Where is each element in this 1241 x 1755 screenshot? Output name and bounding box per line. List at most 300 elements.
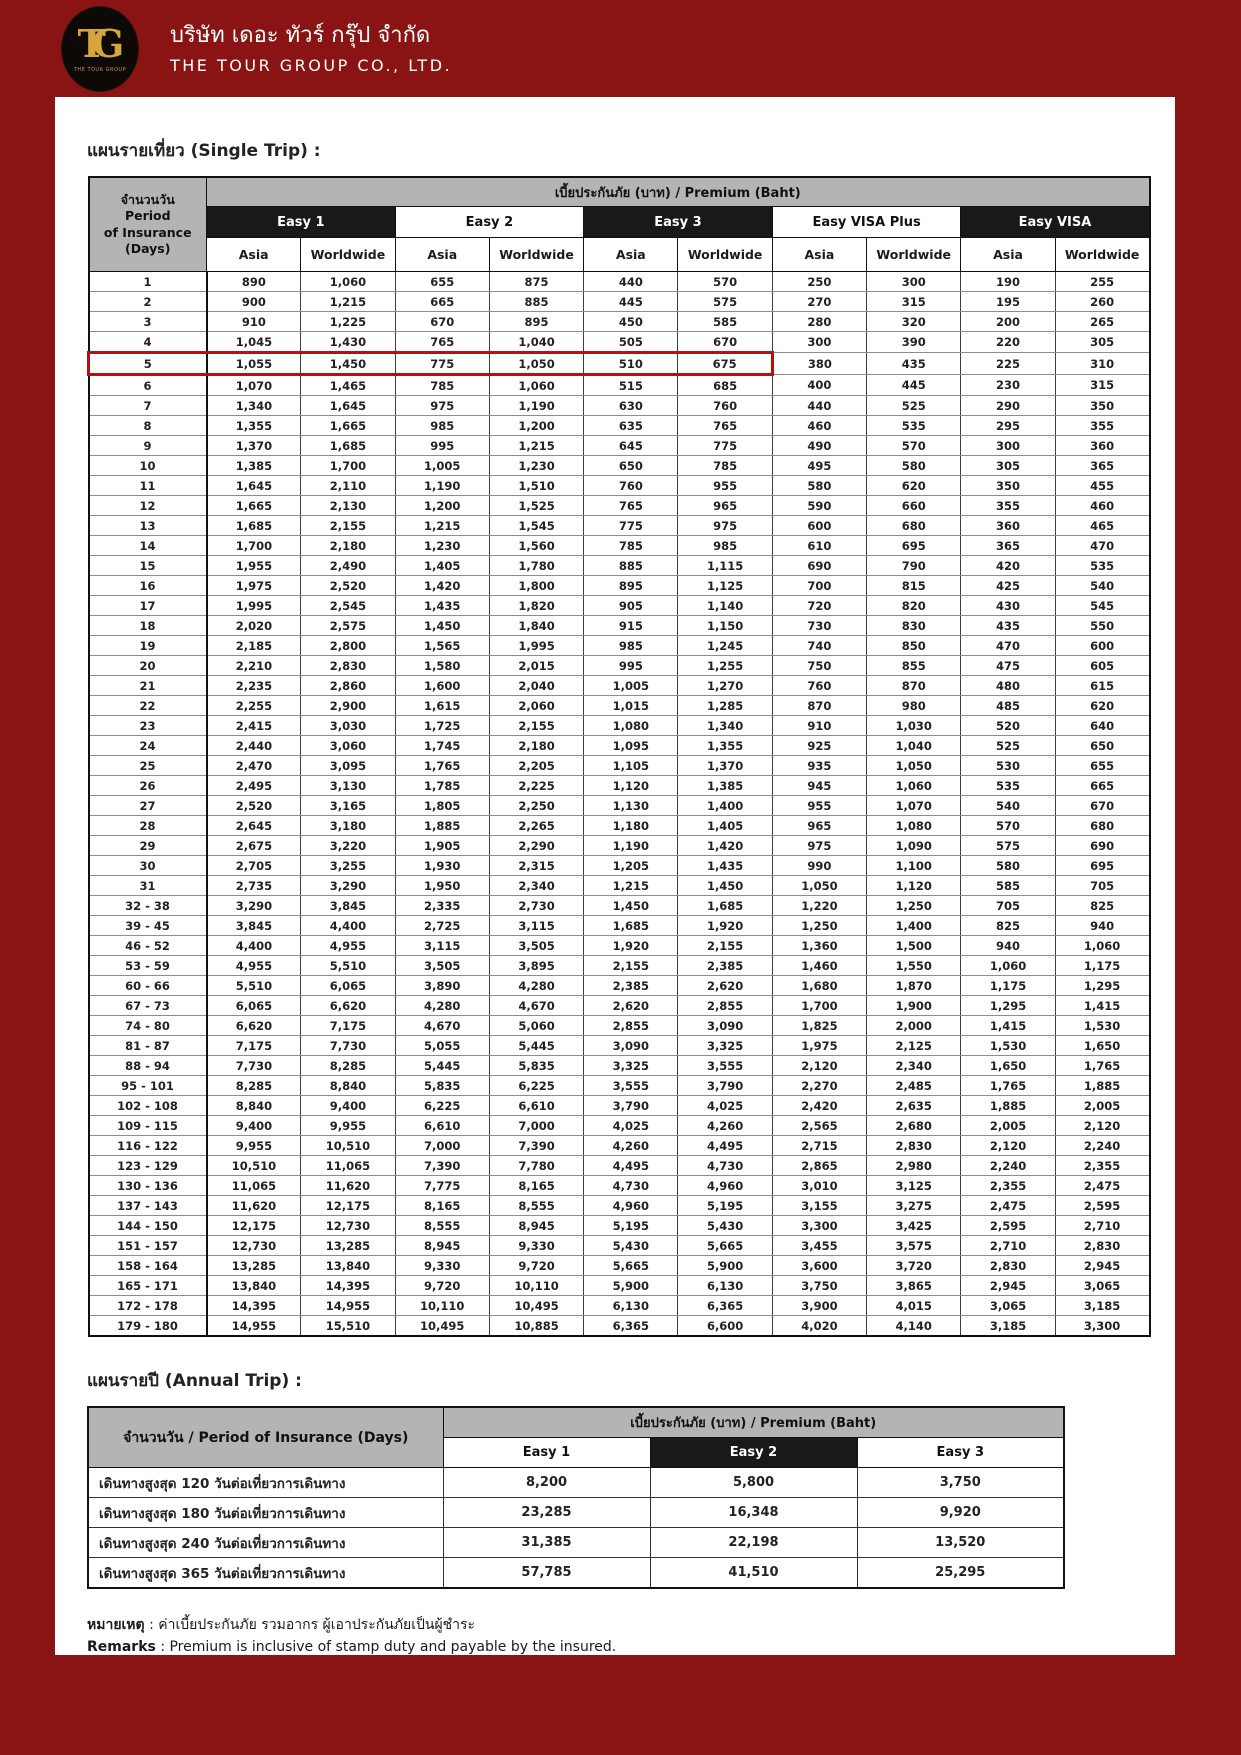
premium-cell: 8,840 (207, 1096, 301, 1116)
premium-cell: 2,860 (301, 676, 395, 696)
premium-cell: 850 (867, 636, 961, 656)
table-row (89, 856, 1150, 876)
day-cell: 53 - 59 (89, 956, 207, 976)
premium-cell: 885 (489, 292, 583, 312)
day-cell: 130 - 136 (89, 1176, 207, 1196)
region-header: Asia (772, 238, 866, 272)
premium-cell: 9,720 (395, 1276, 489, 1296)
premium-cell: 8,555 (395, 1216, 489, 1236)
premium-cell: 470 (1055, 536, 1149, 556)
day-cell: 12 (89, 496, 207, 516)
premium-cell: 3,845 (207, 916, 301, 936)
premium-cell: 9,400 (207, 1116, 301, 1136)
premium-cell: 230 (961, 375, 1055, 396)
premium-cell: 1,460 (772, 956, 866, 976)
day-cell: 109 - 115 (89, 1116, 207, 1136)
premium-cell: 8,840 (301, 1076, 395, 1096)
annual-premium-cell: 57,785 (443, 1558, 650, 1589)
premium-cell: 505 (584, 332, 678, 353)
region-header: Asia (584, 238, 678, 272)
premium-cell: 6,130 (678, 1276, 772, 1296)
region-header: Worldwide (678, 238, 772, 272)
premium-cell: 1,245 (678, 636, 772, 656)
premium-cell: 890 (207, 272, 301, 292)
premium-cell: 1,870 (867, 976, 961, 996)
logo-monogram-icon: TG (77, 20, 111, 66)
premium-cell: 1,215 (584, 876, 678, 896)
region-header: Asia (395, 238, 489, 272)
premium-cell: 2,000 (867, 1016, 961, 1036)
region-header: Asia (207, 238, 301, 272)
premium-cell: 940 (961, 936, 1055, 956)
premium-cell: 600 (772, 516, 866, 536)
premium-cell: 675 (678, 353, 772, 375)
premium-cell: 5,195 (584, 1216, 678, 1236)
premium-cell: 1,080 (584, 716, 678, 736)
premium-cell: 665 (1055, 776, 1149, 796)
premium-cell: 6,065 (207, 996, 301, 1016)
premium-cell: 1,580 (395, 656, 489, 676)
annual-trip-section-title: แผนรายปี (Annual Trip) : (87, 1371, 302, 1391)
period-cell: เดินทางสูงสุด 120 วันต่อเที่ยวการเดินทาง (88, 1468, 443, 1498)
table-row (89, 312, 1150, 332)
premium-cell: 8,165 (395, 1196, 489, 1216)
premium-cell: 1,685 (207, 516, 301, 536)
remarks-text-thai: : ค่าเบี้ยประกันภัย รวมอากร ผู้เอาประกันภัยเป็นผู้ชำระ (149, 1617, 476, 1633)
premium-cell: 1,565 (395, 636, 489, 656)
premium-cell: 1,415 (1055, 996, 1149, 1016)
premium-cell: 1,120 (584, 776, 678, 796)
table-row (89, 1236, 1150, 1256)
premium-cell: 440 (584, 272, 678, 292)
day-cell: 26 (89, 776, 207, 796)
premium-cell: 995 (395, 436, 489, 456)
premium-cell: 1,685 (301, 436, 395, 456)
premium-cell: 945 (772, 776, 866, 796)
remarks-english (87, 1637, 1175, 1659)
premium-cell: 445 (584, 292, 678, 312)
premium-cell: 1,255 (678, 656, 772, 676)
premium-cell: 995 (584, 656, 678, 676)
annual-premium-cell: 16,348 (650, 1498, 857, 1528)
premium-cell: 2,830 (961, 1256, 1055, 1276)
table-row (89, 776, 1150, 796)
premium-cell: 870 (772, 696, 866, 716)
premium-cell: 2,120 (772, 1056, 866, 1076)
premium-cell: 300 (961, 436, 1055, 456)
table-row (88, 1498, 1064, 1528)
premium-cell: 1,955 (207, 556, 301, 576)
premium-cell: 1,435 (678, 856, 772, 876)
day-cell: 27 (89, 796, 207, 816)
premium-cell: 265 (1055, 312, 1149, 332)
premium-cell: 4,280 (489, 976, 583, 996)
premium-cell: 1,250 (867, 896, 961, 916)
premium-cell: 2,710 (961, 1236, 1055, 1256)
premium-cell: 2,120 (1055, 1116, 1149, 1136)
premium-cell: 2,635 (867, 1096, 961, 1116)
premium-cell: 655 (1055, 756, 1149, 776)
premium-cell: 3,455 (772, 1236, 866, 1256)
premium-cell: 585 (961, 876, 1055, 896)
premium-cell: 985 (678, 536, 772, 556)
premium-cell: 7,730 (301, 1036, 395, 1056)
premium-cell: 2,005 (1055, 1096, 1149, 1116)
premium-cell: 630 (584, 396, 678, 416)
table-row (89, 1076, 1150, 1096)
premium-cell: 815 (867, 576, 961, 596)
premium-cell: 3,845 (301, 896, 395, 916)
premium-cell: 1,385 (207, 456, 301, 476)
premium-cell: 2,440 (207, 736, 301, 756)
premium-cell: 2,865 (772, 1156, 866, 1176)
premium-cell: 310 (1055, 353, 1149, 375)
day-cell: 172 - 178 (89, 1296, 207, 1316)
premium-cell: 4,670 (395, 1016, 489, 1036)
premium-cell: 5,060 (489, 1016, 583, 1036)
premium-cell: 2,520 (207, 796, 301, 816)
premium-cell: 1,530 (961, 1036, 1055, 1056)
premium-cell: 1,270 (678, 676, 772, 696)
premium-cell: 255 (1055, 272, 1149, 292)
premium-cell: 1,005 (395, 456, 489, 476)
premium-cell: 365 (961, 536, 1055, 556)
premium-cell: 1,190 (584, 836, 678, 856)
premium-cell: 650 (1055, 736, 1149, 756)
premium-cell: 6,365 (584, 1316, 678, 1337)
table-row (89, 1176, 1150, 1196)
table-row (89, 332, 1150, 353)
premium-cell: 2,620 (678, 976, 772, 996)
premium-cell: 2,855 (584, 1016, 678, 1036)
premium-cell: 4,025 (584, 1116, 678, 1136)
premium-cell: 670 (678, 332, 772, 353)
premium-cell: 730 (772, 616, 866, 636)
premium-cell: 1,230 (395, 536, 489, 556)
premium-cell: 530 (961, 756, 1055, 776)
premium-cell: 2,385 (678, 956, 772, 976)
premium-cell: 320 (867, 312, 961, 332)
table-row (89, 756, 1150, 776)
premium-cell: 2,015 (489, 656, 583, 676)
premium-cell: 7,000 (395, 1136, 489, 1156)
table-row (89, 536, 1150, 556)
premium-cell: 665 (395, 292, 489, 312)
premium-cell: 9,400 (301, 1096, 395, 1116)
premium-cell: 965 (678, 496, 772, 516)
premium-cell: 1,920 (678, 916, 772, 936)
premium-cell: 2,155 (584, 956, 678, 976)
annual-premium-cell: 3,750 (857, 1468, 1064, 1498)
day-cell: 2 (89, 292, 207, 312)
premium-cell: 2,415 (207, 716, 301, 736)
premium-cell: 435 (961, 616, 1055, 636)
premium-cell: 1,200 (489, 416, 583, 436)
day-cell: 10 (89, 456, 207, 476)
premium-cell: 1,765 (395, 756, 489, 776)
premium-cell: 5,665 (678, 1236, 772, 1256)
table-row (89, 736, 1150, 756)
premium-cell: 905 (584, 596, 678, 616)
premium-cell: 7,175 (301, 1016, 395, 1036)
premium-cell: 3,165 (301, 796, 395, 816)
table-row (89, 396, 1150, 416)
premium-cell: 3,900 (772, 1296, 866, 1316)
annual-premium-cell: 5,800 (650, 1468, 857, 1498)
region-header: Worldwide (867, 238, 961, 272)
premium-cell: 1,250 (772, 916, 866, 936)
premium-cell: 540 (961, 796, 1055, 816)
day-cell: 81 - 87 (89, 1036, 207, 1056)
premium-cell: 5,195 (678, 1196, 772, 1216)
premium-cell: 600 (1055, 636, 1149, 656)
premium-cell: 2,355 (1055, 1156, 1149, 1176)
premium-cell: 2,210 (207, 656, 301, 676)
premium-cell: 350 (1055, 396, 1149, 416)
annual-plan-header: Easy 1 (443, 1438, 650, 1468)
premium-cell: 610 (772, 536, 866, 556)
premium-cell: 7,175 (207, 1036, 301, 1056)
premium-cell: 2,680 (867, 1116, 961, 1136)
premium-cell: 1,225 (301, 312, 395, 332)
premium-cell: 3,300 (1055, 1316, 1149, 1337)
premium-cell: 2,335 (395, 896, 489, 916)
premium-cell: 290 (961, 396, 1055, 416)
premium-cell: 2,735 (207, 876, 301, 896)
plan-header: Easy 3 (584, 207, 773, 238)
premium-cell: 1,060 (489, 375, 583, 396)
premium-cell: 1,370 (207, 436, 301, 456)
premium-cell: 2,830 (867, 1136, 961, 1156)
annual-plan-header: Easy 3 (857, 1438, 1064, 1468)
premium-cell: 220 (961, 332, 1055, 353)
premium-cell: 460 (772, 416, 866, 436)
premium-cell: 3,255 (301, 856, 395, 876)
premium-cell: 2,255 (207, 696, 301, 716)
premium-cell: 2,420 (772, 1096, 866, 1116)
premium-cell: 825 (1055, 896, 1149, 916)
premium-header: เบี้ยประกันภัย (บาท) / Premium (Baht) (207, 177, 1150, 207)
premium-cell: 985 (584, 636, 678, 656)
premium-cell: 1,070 (207, 375, 301, 396)
premium-cell: 570 (961, 816, 1055, 836)
premium-cell: 11,620 (207, 1196, 301, 1216)
premium-cell: 1,200 (395, 496, 489, 516)
premium-cell: 1,780 (489, 556, 583, 576)
premium-cell: 2,110 (301, 476, 395, 496)
premium-cell: 975 (772, 836, 866, 856)
table-row (89, 1316, 1150, 1337)
premium-cell: 1,725 (395, 716, 489, 736)
premium-cell: 1,700 (772, 996, 866, 1016)
premium-cell: 1,685 (678, 896, 772, 916)
table-row (89, 436, 1150, 456)
premium-cell: 3,185 (961, 1316, 1055, 1337)
premium-cell: 4,730 (678, 1156, 772, 1176)
premium-cell: 190 (961, 272, 1055, 292)
premium-cell: 360 (961, 516, 1055, 536)
premium-cell: 1,060 (1055, 936, 1149, 956)
premium-cell: 1,190 (489, 396, 583, 416)
premium-cell: 6,610 (395, 1116, 489, 1136)
premium-cell: 3,325 (584, 1056, 678, 1076)
premium-cell: 1,400 (867, 916, 961, 936)
premium-cell: 14,395 (207, 1296, 301, 1316)
premium-cell: 1,435 (395, 596, 489, 616)
premium-cell: 11,065 (207, 1176, 301, 1196)
premium-cell: 1,450 (395, 616, 489, 636)
premium-cell: 1,820 (489, 596, 583, 616)
table-row (89, 1016, 1150, 1036)
annual-premium-cell: 9,920 (857, 1498, 1064, 1528)
premium-cell: 350 (961, 476, 1055, 496)
table-row (89, 816, 1150, 836)
premium-cell: 1,805 (395, 796, 489, 816)
table-row (89, 676, 1150, 696)
premium-cell: 250 (772, 272, 866, 292)
premium-cell: 775 (678, 436, 772, 456)
day-header-line: Period (124, 208, 171, 224)
day-cell: 13 (89, 516, 207, 536)
premium-cell: 1,560 (489, 536, 583, 556)
region-header: Worldwide (301, 238, 395, 272)
premium-cell: 2,355 (961, 1176, 1055, 1196)
premium-cell: 4,025 (678, 1096, 772, 1116)
premium-cell: 2,250 (489, 796, 583, 816)
premium-cell: 2,485 (867, 1076, 961, 1096)
premium-cell: 1,175 (1055, 956, 1149, 976)
premium-cell: 1,430 (301, 332, 395, 353)
premium-cell: 360 (1055, 436, 1149, 456)
premium-cell: 605 (1055, 656, 1149, 676)
premium-cell: 1,120 (867, 876, 961, 896)
premium-cell: 2,005 (961, 1116, 1055, 1136)
premium-cell: 2,180 (489, 736, 583, 756)
table-row (89, 456, 1150, 476)
table-row (89, 375, 1150, 396)
premium-cell: 910 (207, 312, 301, 332)
premium-cell: 400 (772, 375, 866, 396)
table-row (89, 516, 1150, 536)
premium-cell: 2,595 (961, 1216, 1055, 1236)
table-row (89, 1196, 1150, 1216)
premium-cell: 1,100 (867, 856, 961, 876)
premium-cell: 975 (678, 516, 772, 536)
annual-premium-cell: 22,198 (650, 1528, 857, 1558)
premium-cell: 1,885 (395, 816, 489, 836)
premium-cell: 790 (867, 556, 961, 576)
premium-cell: 520 (961, 716, 1055, 736)
premium-cell: 270 (772, 292, 866, 312)
premium-cell: 785 (584, 536, 678, 556)
period-cell: เดินทางสูงสุด 240 วันต่อเที่ยวการเดินทาง (88, 1528, 443, 1558)
premium-cell: 7,390 (395, 1156, 489, 1176)
premium-cell: 1,050 (489, 353, 583, 375)
premium-cell: 2,130 (301, 496, 395, 516)
premium-cell: 775 (395, 353, 489, 375)
day-cell: 28 (89, 816, 207, 836)
premium-cell: 3,600 (772, 1256, 866, 1276)
premium-cell: 1,665 (207, 496, 301, 516)
annual-premium-cell: 41,510 (650, 1558, 857, 1589)
premium-cell: 3,505 (395, 956, 489, 976)
premium-cell: 2,180 (301, 536, 395, 556)
premium-cell: 2,475 (1055, 1176, 1149, 1196)
premium-cell: 7,000 (489, 1116, 583, 1136)
premium-cell: 820 (867, 596, 961, 616)
premium-cell: 2,575 (301, 616, 395, 636)
premium-cell: 195 (961, 292, 1055, 312)
premium-cell: 2,705 (207, 856, 301, 876)
premium-cell: 305 (1055, 332, 1149, 353)
premium-cell: 6,600 (678, 1316, 772, 1337)
premium-cell: 2,715 (772, 1136, 866, 1156)
annual-premium-cell: 23,285 (443, 1498, 650, 1528)
premium-cell: 1,030 (867, 716, 961, 736)
premium-cell: 10,510 (207, 1156, 301, 1176)
table-row (89, 1096, 1150, 1116)
premium-cell: 295 (961, 416, 1055, 436)
premium-cell: 655 (395, 272, 489, 292)
remarks-label-english: Remarks (87, 1638, 156, 1655)
premium-cell: 775 (584, 516, 678, 536)
premium-cell: 3,180 (301, 816, 395, 836)
premium-cell: 955 (678, 476, 772, 496)
table-row (89, 896, 1150, 916)
premium-cell: 8,165 (489, 1176, 583, 1196)
premium-cell: 1,095 (584, 736, 678, 756)
premium-cell: 470 (961, 636, 1055, 656)
table-row (89, 353, 1150, 375)
table-row (89, 976, 1150, 996)
premium-cell: 9,330 (395, 1256, 489, 1276)
premium-cell: 14,395 (301, 1276, 395, 1296)
premium-cell: 1,215 (489, 436, 583, 456)
day-cell: 46 - 52 (89, 936, 207, 956)
premium-cell: 1,125 (678, 576, 772, 596)
table-row (89, 796, 1150, 816)
premium-cell: 1,545 (489, 516, 583, 536)
premium-cell: 1,450 (678, 876, 772, 896)
premium-cell: 6,620 (301, 996, 395, 1016)
premium-cell: 1,500 (867, 936, 961, 956)
premium-cell: 4,020 (772, 1316, 866, 1337)
premium-cell: 4,670 (489, 996, 583, 1016)
premium-cell: 1,765 (961, 1076, 1055, 1096)
premium-cell: 1,530 (1055, 1016, 1149, 1036)
premium-cell: 1,405 (395, 556, 489, 576)
table-row (89, 876, 1150, 896)
table-row (89, 1296, 1150, 1316)
day-cell: 1 (89, 272, 207, 292)
table-row (89, 656, 1150, 676)
premium-cell: 7,780 (489, 1156, 583, 1176)
plan-header: Easy VISA (961, 207, 1150, 238)
premium-cell: 2,125 (867, 1036, 961, 1056)
premium-cell: 1,885 (1055, 1076, 1149, 1096)
premium-cell: 2,490 (301, 556, 395, 576)
premium-cell: 3,555 (584, 1076, 678, 1096)
day-cell: 123 - 129 (89, 1156, 207, 1176)
premium-cell: 855 (867, 656, 961, 676)
premium-cell: 1,050 (772, 876, 866, 896)
period-cell: เดินทางสูงสุด 365 วันต่อเที่ยวการเดินทาง (88, 1558, 443, 1589)
table-row (89, 1216, 1150, 1236)
premium-cell: 9,330 (489, 1236, 583, 1256)
premium-cell: 3,890 (395, 976, 489, 996)
premium-cell: 15,510 (301, 1316, 395, 1337)
premium-cell: 2,520 (301, 576, 395, 596)
